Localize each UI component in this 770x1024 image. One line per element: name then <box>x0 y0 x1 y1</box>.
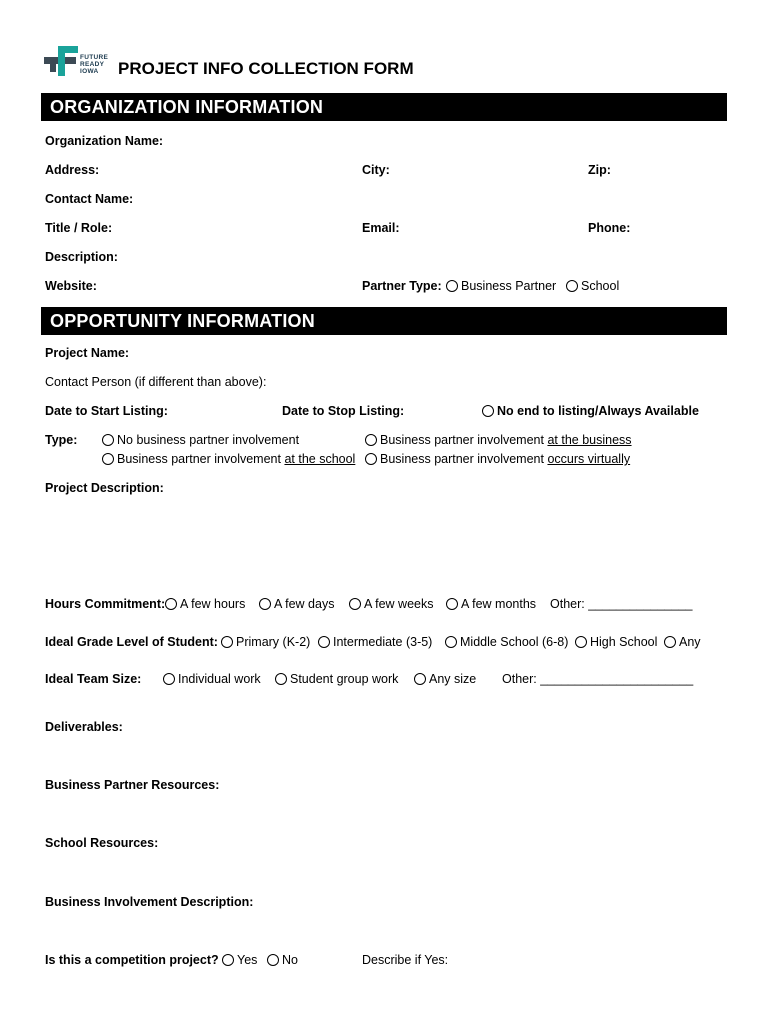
radio-button[interactable] <box>664 636 676 648</box>
email-label: Email: <box>362 221 400 235</box>
radio-button[interactable] <box>267 954 279 966</box>
future-ready-iowa-logo <box>44 45 114 77</box>
date-start-label: Date to Start Listing: <box>45 404 168 418</box>
radio-button[interactable] <box>102 453 114 465</box>
type-label: Type: <box>45 433 78 447</box>
hours-commitment-label: Hours Commitment: <box>45 597 166 611</box>
grade-option-any[interactable]: Any <box>664 635 701 649</box>
team-size-label: Ideal Team Size: <box>45 672 142 686</box>
radio-button[interactable] <box>566 280 578 292</box>
title-role-label: Title / Role: <box>45 221 113 235</box>
hours-option-hours[interactable]: A few hours <box>165 597 245 611</box>
zip-label: Zip: <box>588 163 611 177</box>
radio-button[interactable] <box>221 636 233 648</box>
radio-button[interactable] <box>575 636 587 648</box>
opp-section-header: OPPORTUNITY INFORMATION <box>41 307 727 335</box>
logo-text-line3: IOWA <box>80 68 99 75</box>
business-involvement-label: Business Involvement Description: <box>45 895 254 909</box>
address-label: Address: <box>45 163 100 177</box>
grade-option-primary[interactable]: Primary (K-2) <box>221 635 310 649</box>
contact-name-label: Contact Name: <box>45 192 134 206</box>
city-label: City: <box>362 163 390 177</box>
bp-resources-label: Business Partner Resources: <box>45 778 220 792</box>
radio-button[interactable] <box>414 673 426 685</box>
team-option-individual[interactable]: Individual work <box>163 672 261 686</box>
grade-option-middle[interactable]: Middle School (6-8) <box>445 635 568 649</box>
org-section-header: ORGANIZATION INFORMATION <box>41 93 727 121</box>
website-label: Website: <box>45 279 97 293</box>
deliverables-label: Deliverables: <box>45 720 123 734</box>
partner-type-label: Partner Type: <box>362 279 442 293</box>
competition-no-option[interactable]: No <box>267 953 298 967</box>
team-option-any[interactable]: Any size <box>414 672 476 686</box>
radio-button[interactable] <box>165 598 177 610</box>
contact-person-label: Contact Person (if different than above): <box>45 375 267 389</box>
radio-button[interactable] <box>446 598 458 610</box>
radio-button[interactable] <box>259 598 271 610</box>
type-at-school-option[interactable]: Business partner involvement at the school <box>102 452 355 466</box>
hours-option-weeks[interactable]: A few weeks <box>349 597 433 611</box>
project-description-label: Project Description: <box>45 481 164 495</box>
logo-text-line1: FUTURE <box>80 54 109 61</box>
radio-button[interactable] <box>446 280 458 292</box>
type-virtual-option[interactable]: Business partner involvement occurs virtually <box>365 452 630 466</box>
no-end-option[interactable]: No end to listing/Always Available <box>482 404 699 418</box>
radio-button[interactable] <box>482 405 494 417</box>
radio-button[interactable] <box>102 434 114 446</box>
project-name-label: Project Name: <box>45 346 130 360</box>
type-at-business-option[interactable]: Business partner involvement at the business <box>365 433 632 447</box>
partner-type-school-option[interactable]: School <box>566 279 619 293</box>
grade-option-high[interactable]: High School <box>575 635 657 649</box>
team-other-field[interactable]: Other: ______________________ <box>502 672 694 686</box>
radio-button[interactable] <box>445 636 457 648</box>
radio-button[interactable] <box>365 453 377 465</box>
hours-option-months[interactable]: A few months <box>446 597 536 611</box>
logo-mark-icon <box>44 45 80 77</box>
logo-text-line2: READY <box>80 61 105 68</box>
grade-option-intermediate[interactable]: Intermediate (3-5) <box>318 635 432 649</box>
radio-button[interactable] <box>318 636 330 648</box>
grade-level-label: Ideal Grade Level of Student: <box>45 635 218 649</box>
team-option-group[interactable]: Student group work <box>275 672 398 686</box>
date-stop-label: Date to Stop Listing: <box>282 404 405 418</box>
school-resources-label: School Resources: <box>45 836 159 850</box>
hours-option-days[interactable]: A few days <box>259 597 334 611</box>
hours-other-field[interactable]: Other: _______________ <box>550 597 693 611</box>
competition-label: Is this a competition project? <box>45 953 219 967</box>
type-no-involvement-option[interactable]: No business partner involvement <box>102 433 299 447</box>
describe-if-yes-label: Describe if Yes: <box>362 953 449 967</box>
radio-button[interactable] <box>163 673 175 685</box>
competition-yes-option[interactable]: Yes <box>222 953 257 967</box>
radio-button[interactable] <box>222 954 234 966</box>
description-label: Description: <box>45 250 118 264</box>
phone-label: Phone: <box>588 221 631 235</box>
radio-button[interactable] <box>349 598 361 610</box>
partner-type-business-option[interactable]: Business Partner <box>446 279 556 293</box>
org-name-label: Organization Name: <box>45 134 164 148</box>
radio-button[interactable] <box>275 673 287 685</box>
form-title: PROJECT INFO COLLECTION FORM <box>118 59 414 78</box>
radio-button[interactable] <box>365 434 377 446</box>
